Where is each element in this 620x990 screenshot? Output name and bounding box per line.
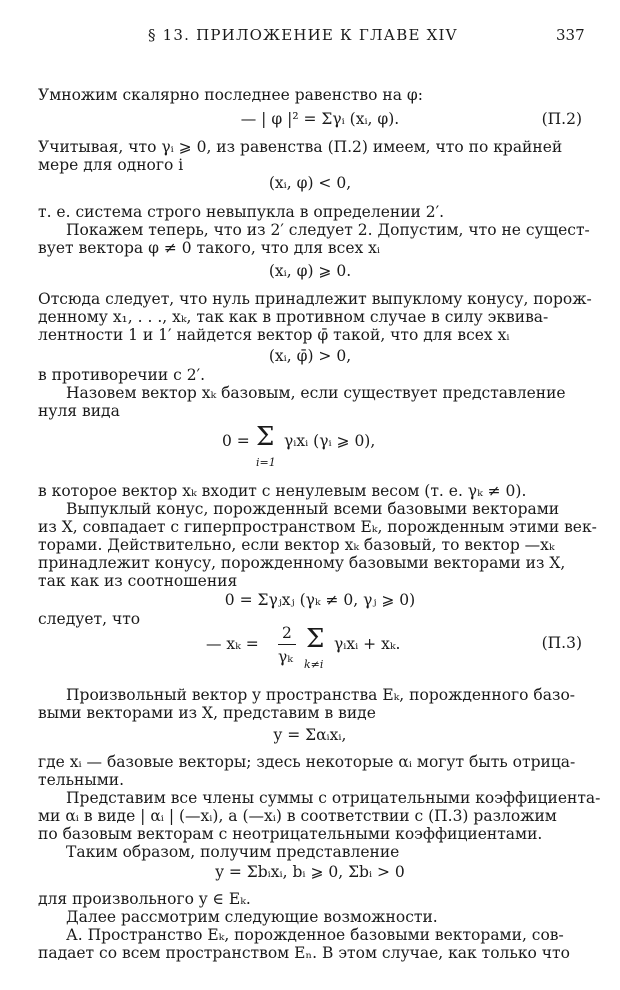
text-line: выми векторами из X, представим в виде: [38, 704, 376, 722]
equation-number-p3: (П.3): [541, 634, 582, 652]
equation-p3-lhs: — xₖ =: [206, 635, 259, 653]
paragraph-start: Далее рассмотрим следующие возможности.: [66, 908, 438, 926]
text-line: так как из соотношения: [38, 572, 238, 590]
text-line: торами. Действительно, если вектор xₖ базовый, то вектор —xₖ: [38, 536, 555, 554]
paragraph-start: Покажем теперь, что из 2′ следует 2. Допустим, что не сущест-: [66, 221, 590, 239]
text-line: нуля вида: [38, 402, 120, 420]
sum-sign: Σ: [306, 624, 325, 654]
paragraph-start: Выпуклый конус, порожденный всеми базовыми векторами: [66, 500, 560, 518]
running-header-title: § 13. ПРИЛОЖЕНИЕ К ГЛАВЕ XIV: [148, 26, 458, 44]
fraction-denominator: γₖ: [278, 648, 293, 666]
text-line: ми αᵢ в виде | αᵢ | (—xᵢ), а (—xᵢ) в соответствии с (П.3) разложим: [38, 807, 557, 825]
text-line: денному x₁, . . ., xₖ, так как в противном случае в силу эквива-: [38, 308, 549, 326]
equation: y = Σbᵢxᵢ, bᵢ ⩾ 0, Σbᵢ > 0: [215, 863, 405, 881]
equation-p3-rhs: γᵢxᵢ + xₖ.: [334, 635, 401, 653]
text-line: падает со всем пространством Eₙ. В этом случае, как только что: [38, 944, 570, 962]
text-line: следует, что: [38, 610, 141, 628]
fraction-numerator: 2: [282, 624, 292, 642]
text-line: Умножим скалярно последнее равенство на φ:: [38, 86, 423, 104]
text-line: т. е. система строго невыпукла в определении 2′.: [38, 203, 445, 221]
text-line: тельными.: [38, 771, 125, 789]
paragraph-start: Произвольный вектор y пространства Eₖ, порожденного базо-: [66, 686, 576, 704]
equation: 0 = Σγⱼxⱼ (γₖ ≠ 0, γⱼ ⩾ 0): [224, 591, 416, 609]
equation-p2: — | φ |² = Σγᵢ (xᵢ, φ).: [240, 110, 400, 128]
equation-lhs: 0 =: [222, 432, 250, 450]
text-line: где xᵢ — базовые векторы; здесь некоторые αᵢ могут быть отрица-: [38, 753, 576, 771]
fraction-bar: [278, 644, 296, 645]
text-line: в которое вектор xₖ входит с ненулевым весом (т. е. γₖ ≠ 0).: [38, 482, 527, 500]
text-line: Учитывая, что γᵢ ⩾ 0, из равенства (П.2) имеем, что по крайней: [38, 138, 563, 156]
text-line: в противоречии с 2′.: [38, 366, 206, 384]
inequality: (xᵢ, φ) ⩾ 0.: [268, 262, 352, 280]
paragraph-start: Представим все члены суммы с отрицательными коэффициента-: [66, 789, 601, 807]
paragraph-start: Таким образом, получим представление: [66, 843, 400, 861]
sum-index: k≠i: [304, 658, 324, 671]
equation: y = Σαᵢxᵢ,: [273, 726, 347, 744]
text-line: лентности 1 и 1′ найдется вектор φ̄ такой, что для всех xᵢ: [38, 326, 510, 344]
sum-index: i=1: [256, 456, 276, 469]
text-line: принадлежит конусу, порожденному базовыми векторами из X,: [38, 554, 566, 572]
text-line: вует вектора φ ≠ 0 такого, что для всех xᵢ: [38, 239, 381, 257]
text-line: мере для одного i: [38, 156, 184, 174]
inequality: (xᵢ, φ̄) > 0,: [268, 347, 352, 365]
text-line: для произвольного y ∈ Eₖ.: [38, 890, 251, 908]
inequality: (xᵢ, φ) < 0,: [268, 174, 352, 192]
equation-number-p2: (П.2): [541, 110, 582, 128]
page-number: 337: [556, 26, 585, 44]
text-line: Отсюда следует, что нуль принадлежит выпуклому конусу, порож-: [38, 290, 592, 308]
paragraph-start: А. Пространство Eₖ, порожденное базовыми векторами, сов-: [66, 926, 564, 944]
equation-rhs: γᵢxᵢ (γᵢ ⩾ 0),: [284, 432, 376, 450]
sum-sign: Σ: [256, 422, 275, 452]
text-line: из X, совпадает с гиперпространством Eₖ, порожденным этими век-: [38, 518, 597, 536]
text-line: по базовым векторам с неотрицательными коэффициентами.: [38, 825, 543, 843]
paragraph-start: Назовем вектор xₖ базовым, если существует представление: [66, 384, 566, 402]
